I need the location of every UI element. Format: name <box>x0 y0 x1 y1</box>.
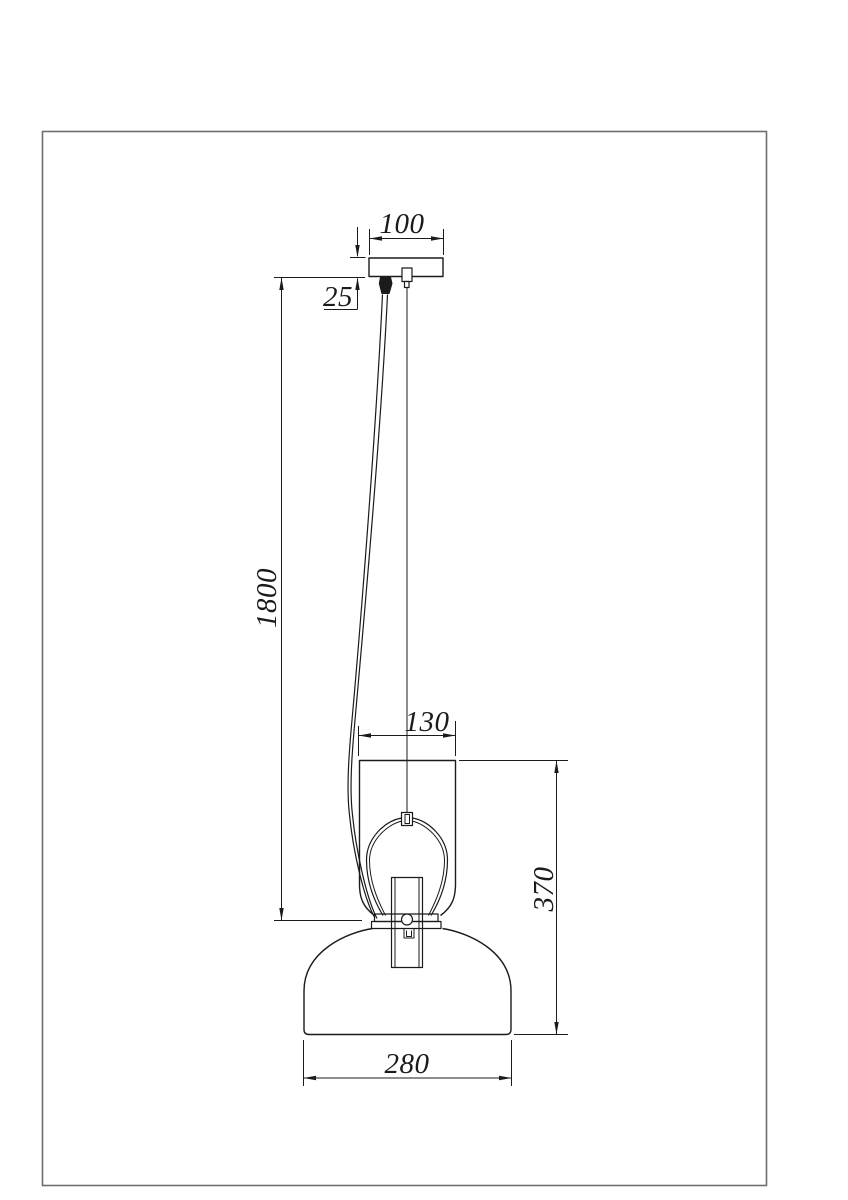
dim-suspension-drop-label: 1800 <box>251 568 283 628</box>
collar-screw <box>402 914 413 925</box>
dim-shade-bottom-diameter-label: 280 <box>384 1048 430 1080</box>
dim-shade-top-diameter-label: 130 <box>404 706 450 738</box>
diffuser-top-fitting <box>402 813 413 826</box>
dim-canopy-width-label: 100 <box>379 208 425 240</box>
dim-canopy-height-label: 25 <box>323 281 353 313</box>
dim-shade-height-label: 370 <box>528 866 560 912</box>
